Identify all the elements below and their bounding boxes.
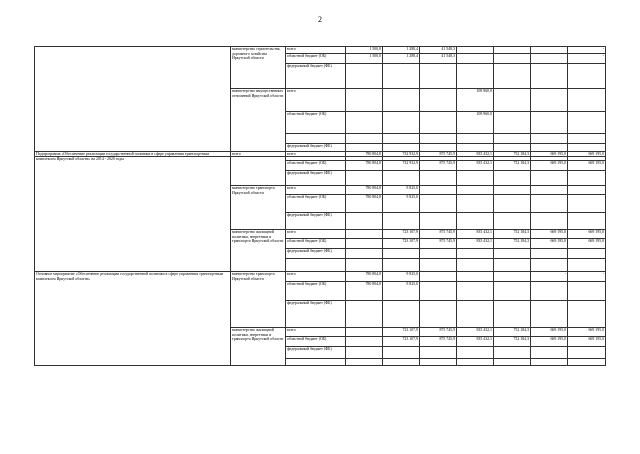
entity-housing: министерство жилищной политики, энергетики и транспорта Иркутской области [231, 328, 286, 366]
row-label-regional: областной бюджет (ОБ) [286, 112, 346, 134]
table-row: областной бюджет (ОБ) 780 804,8 732 932,9 875 745,9 835 432,1 752 184,3 669 195,0 669 195,0 [35, 161, 606, 171]
table-row: министерство жилищной политики, энергетики и транспорта Иркутской области всего 723 107,9 875 745,9 835 432,1 752 184,3 669 195,0 669 195,0 [35, 230, 606, 239]
entity-construction: министерство строительства, дорожного хозяйства Иркутской области [231, 47, 286, 89]
row-label-federal: федеральный бюджет (ФБ) [286, 301, 346, 328]
table-row: министерство жилищной политики, энергетики и транспорта Иркутской области всего 723 107,9 875 745,9 835 432,1 752 184,3 669 195,0 669 195,0 [35, 328, 606, 337]
row-label-federal: федеральный бюджет (ФБ) [286, 144, 346, 157]
row-label-total: всего [286, 230, 346, 239]
row-label-regional: областной бюджет (ОБ) [286, 337, 346, 347]
row-label-federal: федеральный бюджет (ФБ) [286, 249, 346, 259]
subprogram-exec: всего [231, 152, 286, 186]
row-label-total: всего [286, 89, 346, 112]
table-row: министерство имущественных отношений Иркутской области всего 108 960,0 [35, 89, 606, 112]
table-row: областной бюджет (ОБ) 723 107,9 875 745,9 835 432,1 752 184,3 669 195,0 669 195,0 [35, 337, 606, 347]
row-label-federal: федеральный бюджет (ФБ) [286, 171, 346, 186]
table-row: областной бюджет (ОБ) 1 500,0 1 288,4 41 548,3 - [35, 54, 606, 64]
row-label-federal: федеральный бюджет (ФБ) [286, 213, 346, 230]
row-label-federal: федеральный бюджет (ФБ) [286, 64, 346, 89]
program-cell-empty [35, 47, 231, 157]
row-label-total: всего [286, 152, 346, 161]
entity-transport: министерство транспорта Иркутской области [231, 272, 286, 328]
row-label-regional: областной бюджет (ОБ) [286, 161, 346, 171]
row-label-total: всего [286, 328, 346, 337]
page-number: 2 [318, 15, 322, 24]
row-label-regional: областной бюджет (ОБ) [286, 54, 346, 64]
subprogram-table [34, 151, 606, 366]
row-label-total: всего [286, 272, 346, 282]
table-row: Основное мероприятие «Обеспечение реализации государственной политики в сфере управления транспортным комплексом Иркутской области» министерство транспорта Иркутской области всего 780 804,8 9 825,0 - - [35, 272, 606, 282]
entity-transport: министерство транспорта Иркутской области [231, 186, 286, 230]
budget-table [34, 46, 606, 157]
table-row: областной бюджет (ОБ) 723 107,9 875 745,9 835 432,1 752 184,3 669 195,0 669 195,0 [35, 239, 606, 249]
measure-title: Основное мероприятие «Обеспечение реализации государственной политики в сфере управления транспортным комплексом Иркутской области» [35, 272, 231, 366]
row-label-regional: областной бюджет (ОБ) [286, 195, 346, 213]
table-row: областной бюджет (ОБ) 108 960,0 [35, 112, 606, 134]
table-row: министерство транспорта Иркутской области всего 780 804,8 9 825,0 [35, 186, 606, 195]
table-row: министерство строительства, дорожного хозяйства Иркутской области всего 1 500,0 1 288,4 41 548,3 - [35, 47, 606, 54]
row-label-total: всего [286, 186, 346, 195]
subprogram-title: Подпрограмма «Обеспечение реализации государственной политики в сфере управления транспортным комплексом Иркутской области» на 2014 - 2020 годы [35, 152, 231, 272]
entity-property: министерство имущественных отношений Иркутской области [231, 89, 286, 157]
table-row: областной бюджет (ОБ) 780 804,8 9 825,0 [35, 282, 606, 301]
row-label-regional: областной бюджет (ОБ) [286, 239, 346, 249]
table-row: областной бюджет (ОБ) 780 804,8 9 825,0 [35, 195, 606, 213]
row-label-total: всего [286, 47, 346, 54]
row-label-federal: федеральный бюджет (ФБ) [286, 347, 346, 359]
row-label-regional: областной бюджет (ОБ) [286, 282, 346, 301]
entity-housing: министерство жилищной политики, энергетики и транспорта Иркутской области [231, 230, 286, 272]
table-row: Подпрограмма «Обеспечение реализации государственной политики в сфере управления транспортным комплексом Иркутской области» на 2014 - 2020 годы всего всего 780 804,8 732 932,9 875 745,9 835 432,1 752 184,3 669 195,0 669 195,0 [35, 152, 606, 161]
